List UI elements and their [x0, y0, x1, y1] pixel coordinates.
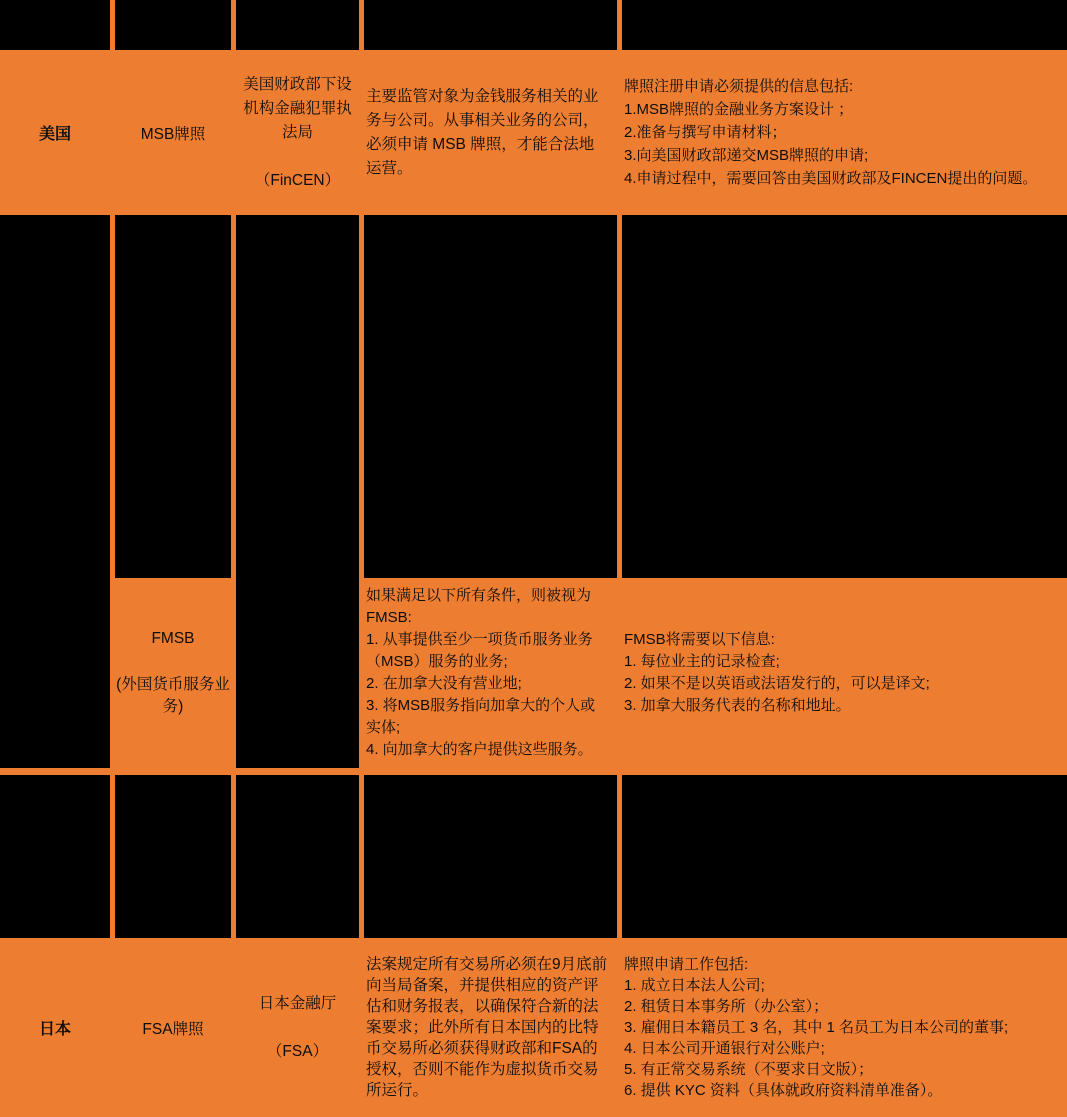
- text-line: 4. 日本公司开通银行对公账户;: [624, 1040, 825, 1057]
- japan-license-cell: [115, 938, 231, 1117]
- text-line: 4. 向加拿大的客户提供这些服务。: [366, 741, 593, 758]
- japan-requirements-cell: [622, 938, 1067, 1117]
- country-label: 日本: [38, 1021, 71, 1038]
- scope-text: 法案规定所有交易所必须在9月底前向当局备案，并提供相应的资产评估和财务报表，以确保符合新的法案要求；此外所有日本国内的比特币交易所必须获得财政部和FSA的授权，否则不能作为虚拟货币交易所运行。: [366, 956, 608, 1099]
- redacted-cell: [236, 215, 359, 768]
- redacted-cell: [622, 775, 1067, 938]
- text-line: 5. 有正常交易系统（不要求日文版）；: [624, 1061, 874, 1078]
- redacted-cell: [115, 215, 231, 578]
- license-label: MSB牌照: [140, 125, 206, 143]
- text-line: 1. 成立日本法人公司;: [624, 977, 765, 994]
- redacted-cell: [364, 215, 617, 578]
- usa-authority-cell: [236, 50, 359, 215]
- text-line: 3. 雇佣日本籍员工 3 名，其中 1 名员工为日本公司的董事;: [624, 1019, 1009, 1036]
- japan-authority-cell: [236, 938, 359, 1117]
- fmsb-requirements-cell: [622, 578, 1067, 768]
- japan-scope-cell: [364, 938, 617, 1117]
- redacted-header-cell: [236, 0, 359, 50]
- text-line: 1.MSB牌照的金融业务方案设计 ；: [624, 101, 854, 118]
- text-line: 2. 如果不是以英语或法语发行的，可以是译文;: [624, 675, 930, 692]
- text-line: 牌照申请工作包括:: [624, 956, 749, 973]
- usa-license-cell: [115, 50, 231, 215]
- text-line: FMSB将需要以下信息:: [624, 631, 775, 648]
- text-line: 3.向美国财政部递交MSB牌照的申请;: [624, 147, 869, 164]
- fmsb-scope-cell: [364, 578, 617, 768]
- japan-country-cell: [0, 938, 110, 1117]
- authority-abbr: （FSA）: [266, 1042, 329, 1060]
- text-line: 牌照注册申请必须提供的信息包括:: [624, 78, 854, 95]
- text-line: 3. 加拿大服务代表的名称和地址。: [624, 697, 851, 714]
- license-label: FSA牌照: [142, 1020, 204, 1038]
- redacted-header-cell: [622, 0, 1067, 50]
- redacted-cell: [0, 215, 110, 768]
- redacted-header-cell: [115, 0, 231, 50]
- text-line: 2.准备与撰写申请材料；: [624, 124, 787, 141]
- text-line: 如果满足以下所有条件，则被视为FMSB:: [366, 587, 592, 626]
- redacted-header-cell: [0, 0, 110, 50]
- fmsb-license-cell: [115, 578, 231, 768]
- redacted-cell: [115, 775, 231, 938]
- text-line: 2. 在加拿大没有营业地;: [366, 675, 522, 692]
- row-divider: [0, 768, 1067, 775]
- text-line: 4.申请过程中，需要回答由美国财政部及FINCEN提出的问题。: [624, 170, 1038, 187]
- redacted-header-cell: [364, 0, 617, 50]
- redacted-cell: [0, 775, 110, 938]
- usa-requirements-cell: [622, 50, 1067, 215]
- scope-text: 主要监管对象为金钱服务相关的业务与公司。从事相关业务的公司，必须申请 MSB 牌照，才能合法地运营。: [366, 87, 599, 177]
- text-line: 1. 每位业主的记录检查;: [624, 653, 780, 670]
- text-line: 3. 将MSB服务指向加拿大的个人或实体;: [366, 697, 596, 736]
- authority-abbr: （FinCEN）: [254, 171, 341, 189]
- redacted-cell: [236, 775, 359, 938]
- authority-name: 日本金融厅: [258, 994, 337, 1012]
- usa-country-cell: [0, 50, 110, 215]
- usa-scope-cell: [364, 50, 617, 215]
- redacted-cell: [364, 775, 617, 938]
- text-line: 2. 租赁日本事务所（办公室）；: [624, 998, 829, 1015]
- license-label: FMSB: [151, 630, 195, 647]
- authority-name: 美国财政部下设机构金融犯罪执法局: [243, 75, 352, 141]
- redacted-cell: [622, 215, 1067, 578]
- text-line: 6. 提供 KYC 资料（具体就政府资料清单准备）。: [624, 1082, 943, 1099]
- country-label: 美国: [38, 126, 71, 143]
- text-line: 1. 从事提供至少一项货币服务业务（MSB）服务的业务;: [366, 631, 593, 670]
- license-sublabel: (外国货币服务业务): [116, 676, 230, 715]
